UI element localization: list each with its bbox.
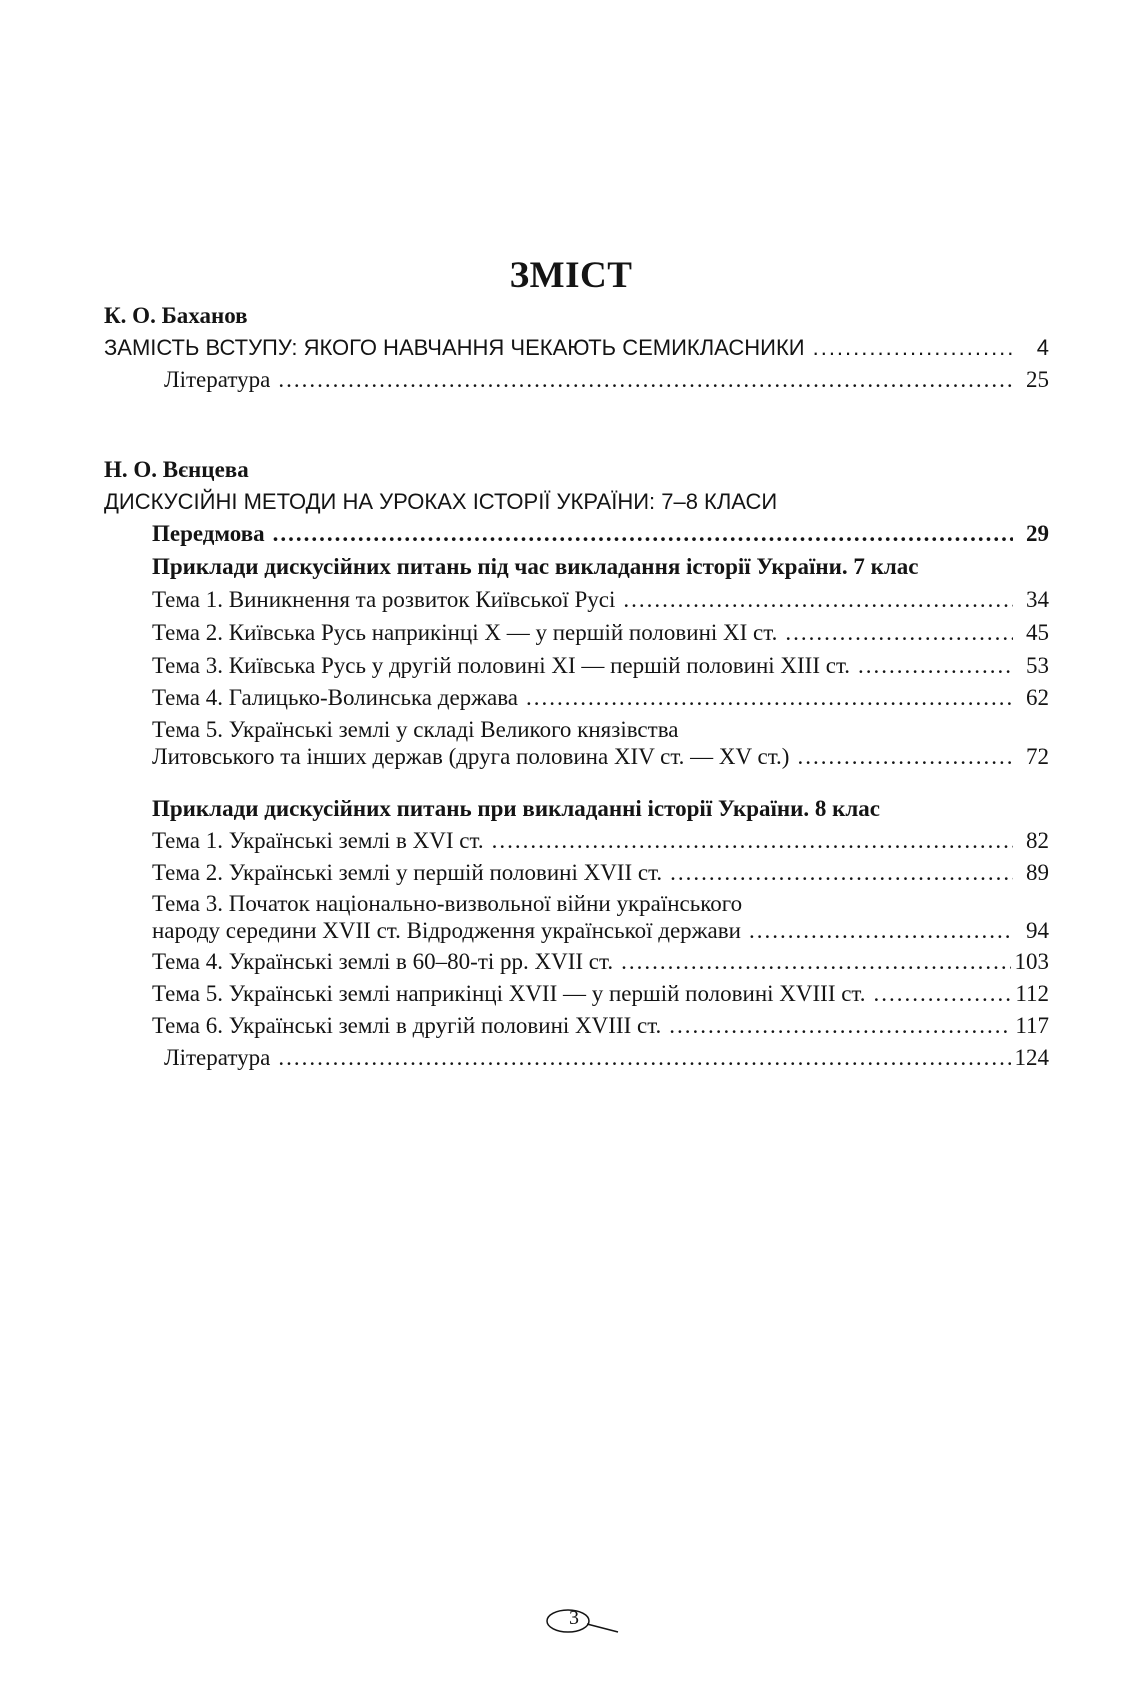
part-heading-grade-8: Приклади дискусійних питань при викладанні історії України. 8 клас <box>152 796 881 821</box>
dot-leader <box>492 827 1013 855</box>
toc-entry-title-line1[interactable]: Тема 5. Українські землі у складі Великого князівства <box>152 717 679 742</box>
toc-page-number: 89 <box>1026 860 1049 885</box>
toc-page-number: 72 <box>1026 744 1049 769</box>
toc-page-number: 112 <box>1015 981 1049 1006</box>
toc-entry-title: Тема 1. Українські землі в XVI ст. <box>152 828 484 853</box>
dot-leader <box>273 520 1013 548</box>
page-number: 3 <box>569 1607 579 1629</box>
toc-entry-preface[interactable] <box>152 520 1049 548</box>
dot-leader <box>858 652 1013 680</box>
dot-leader <box>623 586 1013 614</box>
toc-entry-topic[interactable] <box>152 743 1049 771</box>
toc-entry-topic[interactable] <box>152 586 1049 614</box>
toc-entry-topic[interactable] <box>152 619 1049 647</box>
section-heading-discussion-methods: ДИСКУСІЙНІ МЕТОДИ НА УРОКАХ ІСТОРІЇ УКРАЇНИ: 7–8 КЛАСИ <box>104 489 778 514</box>
toc-entry-topic[interactable] <box>152 827 1049 855</box>
toc-entry-title: ЗАМІСТЬ ВСТУПУ: ЯКОГО НАВЧАННЯ ЧЕКАЮТЬ СЕМИКЛАСНИКИ <box>104 335 805 360</box>
toc-page-number: 124 <box>1014 1045 1049 1070</box>
dot-leader <box>621 948 1010 976</box>
dot-leader <box>749 917 1013 945</box>
toc-entry-title: Тема 4. Галицько-Волинська держава <box>152 685 519 710</box>
part-heading-grade-7: Приклади дискусійних питань під час викладання історії України. 7 клас <box>152 554 919 579</box>
toc-page-number: 53 <box>1026 653 1049 678</box>
toc-page-number: 94 <box>1026 918 1049 943</box>
page-title: ЗМІСТ <box>509 255 633 296</box>
page-number-oval-icon <box>544 1606 620 1636</box>
toc-entry-title: Література <box>164 1045 271 1070</box>
toc-page-number: 62 <box>1026 685 1049 710</box>
toc-page-number: 25 <box>1026 367 1049 392</box>
toc-entry-title: Література <box>164 367 271 392</box>
dot-leader <box>874 980 1012 1008</box>
toc-page-number: 103 <box>1014 949 1049 974</box>
toc-entry-topic[interactable] <box>152 1012 1049 1040</box>
author-ventseva: Н. О. Вєнцева <box>104 457 249 482</box>
toc-entry-title: Передмова <box>152 521 265 546</box>
toc-entry-topic[interactable] <box>152 948 1049 976</box>
toc-entry-title: Тема 6. Українські землі в другій половині XVIII ст. <box>152 1013 662 1038</box>
toc-entry-title: Тема 1. Виникнення та розвиток Київської Русі <box>152 587 616 612</box>
toc-entry-title: Тема 2. Київська Русь наприкінці X — у першій половині XI ст. <box>152 620 778 645</box>
toc-entry-title-line1[interactable]: Тема 3. Початок національно-визвольної війни українського <box>152 891 743 916</box>
dot-leader <box>797 743 1013 771</box>
toc-page-number: 45 <box>1026 620 1049 645</box>
toc-page-number: 4 <box>1036 335 1049 360</box>
dot-leader <box>278 1044 1010 1072</box>
dot-leader <box>785 619 1013 647</box>
dot-leader <box>670 859 1013 887</box>
toc-entry-topic[interactable] <box>152 652 1049 680</box>
toc-entry-title-line2: народу середини XVII ст. Відродження української держави <box>152 918 741 943</box>
dot-leader <box>278 366 1013 394</box>
toc-entry-title: Тема 3. Київська Русь у другій половині XI — першій половині XIII ст. <box>152 653 851 678</box>
toc-entry-literature-1[interactable] <box>164 366 1049 394</box>
dot-leader <box>526 684 1013 712</box>
toc-entry-intro[interactable] <box>104 334 1049 362</box>
toc-entry-literature-2[interactable] <box>164 1044 1049 1072</box>
toc-entry-topic[interactable] <box>152 684 1049 712</box>
toc-entry-topic[interactable] <box>152 980 1049 1008</box>
author-bakhanov: К. О. Баханов <box>104 303 248 328</box>
toc-entry-topic[interactable] <box>152 859 1049 887</box>
toc-entry-title: Тема 2. Українські землі у першій половині XVII ст. <box>152 860 663 885</box>
toc-page-number: 82 <box>1026 828 1049 853</box>
toc-page-number: 29 <box>1026 521 1049 546</box>
dot-leader <box>813 334 1013 362</box>
toc-page-number: 117 <box>1015 1013 1049 1038</box>
toc-page-number: 34 <box>1026 587 1049 612</box>
dot-leader <box>669 1012 1011 1040</box>
toc-entry-title: Тема 5. Українські землі наприкінці XVII — у першій половині XVIII ст. <box>152 981 866 1006</box>
toc-entry-title-line2: Литовського та інших держав (друга половина XIV ст. — XV ст.) <box>152 744 790 769</box>
toc-entry-topic[interactable] <box>152 917 1049 945</box>
toc-entry-title: Тема 4. Українські землі в 60–80-ті рр. XVII ст. <box>152 949 614 974</box>
